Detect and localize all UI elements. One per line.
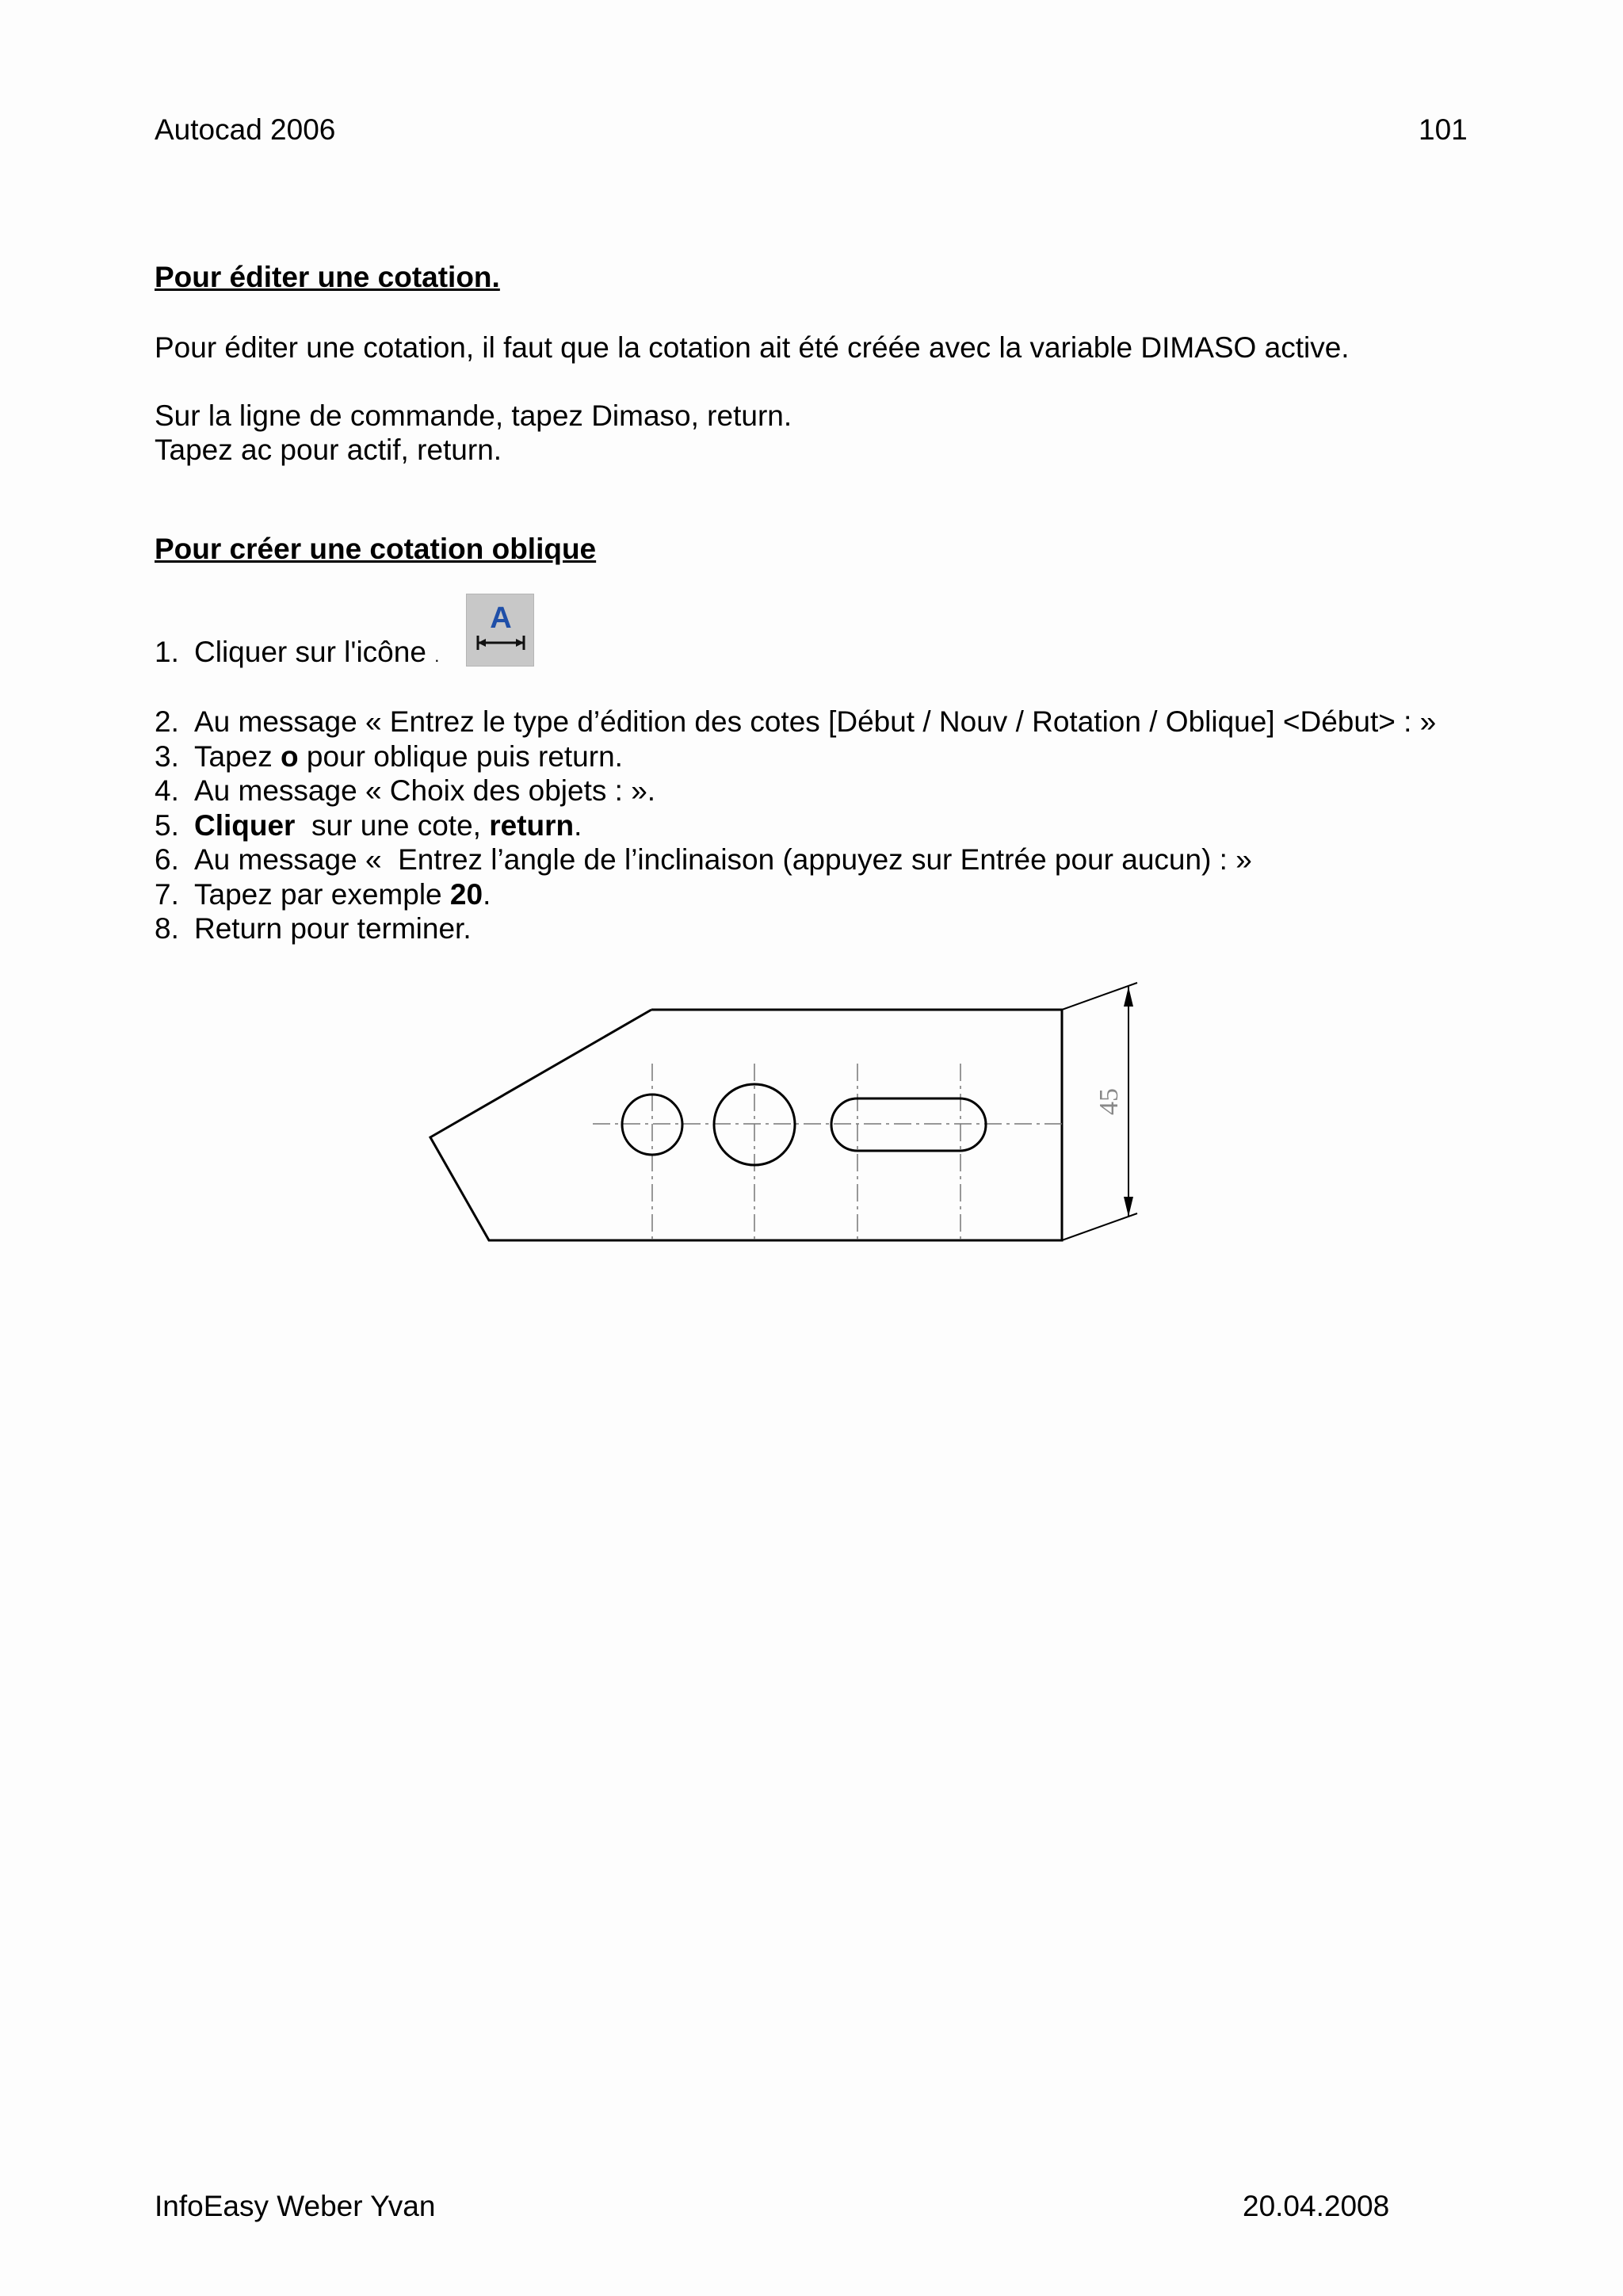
paragraph-dimaso: Pour éditer une cotation, il faut que la cotation ait été créée avec la variable DIMASO active. (155, 331, 1350, 364)
step-text: Au message « Choix des objets : ». (194, 774, 656, 807)
step-number: 3. (155, 740, 179, 773)
step-bold: 20 (449, 878, 483, 911)
footer-author: InfoEasy Weber Yvan (155, 2190, 436, 2222)
step-text: sur une cote, (295, 809, 490, 842)
step-text: Cliquer sur l'icône (194, 636, 435, 668)
step-text: Return pour terminer. (194, 912, 472, 945)
step-number: 1. (155, 636, 179, 668)
dimension-arrow-bottom (1124, 1197, 1133, 1217)
paragraph-command-line: Sur la ligne de commande, tapez Dimaso, return. (155, 399, 792, 432)
step-text-post: . (574, 809, 582, 842)
step-text-post: pour oblique puis return. (298, 740, 623, 773)
step-number: 5. (155, 809, 179, 842)
page-number: 101 (1419, 113, 1468, 146)
step-bold: Cliquer (194, 809, 296, 842)
step-text-post: . (483, 878, 491, 911)
step-bold: o (281, 740, 299, 773)
icon-letter: A (490, 602, 512, 635)
paragraph-active: Tapez ac pour actif, return. (155, 434, 502, 466)
step-bold-return: return (489, 809, 575, 842)
step-dot: . (434, 646, 440, 666)
step-number: 2. (155, 705, 179, 738)
section-heading-edit-dimension: Pour éditer une cotation. (155, 261, 500, 293)
step-text: Au message « Entrez l’angle de l’inclinaison (appuyez sur Entrée pour aucun) : » (194, 843, 1252, 876)
step-number: 7. (155, 878, 179, 911)
part-outline (430, 1010, 1062, 1240)
footer-date: 20.04.2008 (1243, 2190, 1390, 2222)
step-text: Au message « Entrez le type d’édition des cotes [Début / Nouv / Rotation / Oblique] <Début> : » (194, 705, 1437, 738)
dimension-arrow-top (1124, 987, 1133, 1007)
step-number: 4. (155, 774, 179, 807)
step-text: Tapez par exemple (194, 878, 450, 911)
header-title: Autocad 2006 (155, 113, 336, 146)
section-heading-oblique-dimension: Pour créer une cotation oblique (155, 533, 597, 565)
step-number: 6. (155, 843, 179, 876)
dimension-label: 45 (1094, 1088, 1124, 1115)
step-number: 8. (155, 912, 179, 945)
step-text: Tapez (194, 740, 281, 773)
slot (831, 1098, 986, 1151)
